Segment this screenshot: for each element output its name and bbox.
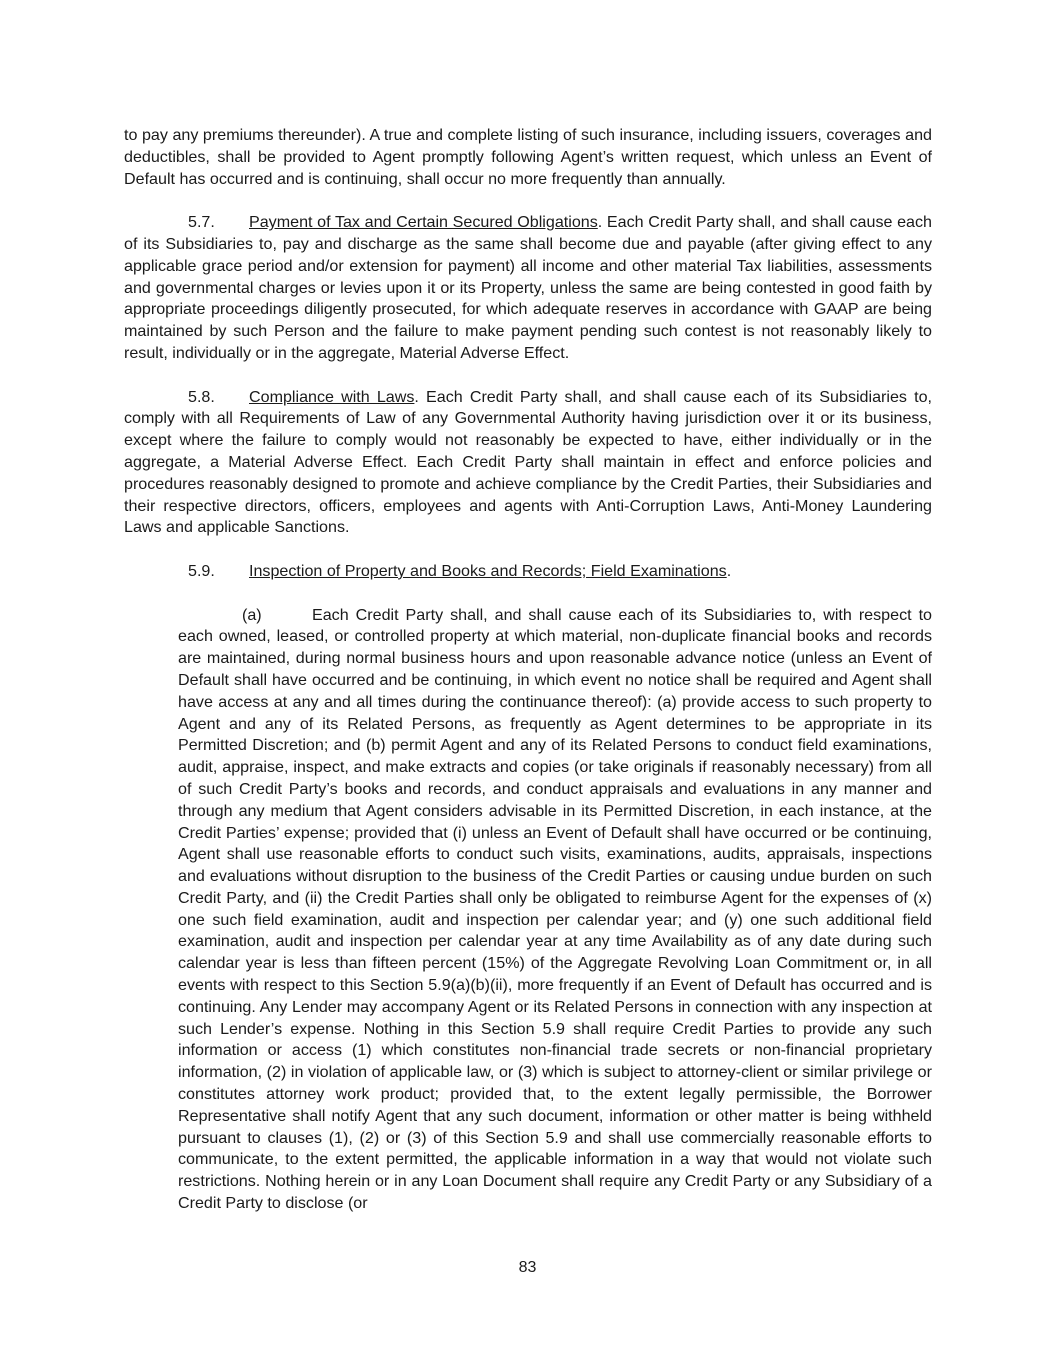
section-number: 5.8. — [188, 387, 215, 406]
section-number: 5.9. — [188, 561, 215, 580]
section-body: . Each Credit Party shall, and shall cause each of its Subsidiaries to, pay and discharge as the same shall become due and payable (after giving effect to any applicable grace period and/or extension for payment) all income and other material Tax liabilities, assessments and governmental charges or levies upon it or its Property, unless the same are being contested in good faith by appropriate proceedings diligently prosecuted, for which adequate reserves in accordance with GAAP are being maintained by such Person and the failure to make payment pending such contest is not reasonably likely to result, individually or in the aggregate, Material Adverse Effect. — [124, 213, 932, 362]
section-5-9-heading-line — [124, 561, 932, 583]
section-heading: Inspection of Property and Books and Records; Field Examinations — [249, 561, 727, 580]
subsection-body: Each Credit Party shall, and shall cause each of its Subsidiaries to, with respect to each owned, leased, or controlled property at which material, non-duplicate financial books and records are maintained, during normal business hours and upon reasonable advance notice (unless an Event of Default shall have occurred and be continuing, in which event no notice shall be required and Agent shall have access at any and all times during the continuance thereof): (a) provide access to such property to Agent and any of its Related Persons, as frequently as Agent determines to be appropriate in its Permitted Discretion; and (b) permit Agent and any of its Related Persons to conduct field examinations, audit, appraise, inspect, and make extracts and copies (or take originals if reasonably necessary) from all of such Credit Party’s books and records, and conduct appraisals and evaluations in any manner and through any medium that Agent considers advisable in its Permitted Discretion, in each instance, at the Credit Parties’ expense; provided that (i) unless an Event of Default shall have occurred or be continuing, Agent shall use reasonable efforts to conduct such visits, examinations, audits, appraisals, inspections and evaluations without disruption to the business of the Credit Parties or causing undue burden on such Credit Party, and (ii) the Credit Parties shall only be obligated to reimburse Agent for the expenses of (x) one such field examination, audit and inspection per calendar year; and (y) one such additional field examination, audit and inspection per calendar year at any time Availability as of any date during such calendar year is less than fifteen percent (15%) of the Aggregate Revolving Loan Commitment or, in all events with respect to this Section 5.9(a)(b)(ii), more frequently if an Event of Default has occurred and is continuing. Any Lender may accompany Agent or its Related Persons in connection with any inspection at such Lender’s expense. Nothing in this Section 5.9 shall require Credit Parties to provide any such information or access (1) which constitutes non-financial trade secrets or non-financial proprietary information, (2) in violation of applicable law, or (3) which is subject to attorney-client or similar privilege or constitutes attorney work product; provided that, to the extent legally permissible, the Borrower Representative shall notify Agent that any such document, information or other matter is being withheld pursuant to clauses (1), (2) or (3) of this Section 5.9 and shall use commercially reasonable efforts to communicate, to the extent permitted, the applicable information in a way that would not violate such restrictions. Nothing herein or in any Loan Document shall require any Credit Party or any Subsidiary of a Credit Party to disclose (or — [178, 605, 932, 1213]
section-body: . Each Credit Party shall, and shall cause each of its Subsidiaries to, comply with all Requirements of Law of any Governmental Authority having jurisdiction over it or its business, except where the failure to comply would not reasonably be expected to have, either individually or in the aggregate, a Material Adverse Effect. Each Credit Party shall maintain in effect and enforce policies and procedures reasonably designed to promote and achieve compliance by the Credit Parties, their Subsidiaries and their respective directors, officers, employees and agents with Anti-Corruption Laws, Anti-Money Laundering Laws and applicable Sanctions. — [124, 387, 932, 537]
subsection-label: (a) — [242, 605, 262, 624]
section-5-7 — [124, 212, 932, 365]
section-heading: Payment of Tax and Certain Secured Obligations — [249, 213, 598, 232]
continuation-paragraph: to pay any premiums thereunder). A true and complete listing of such insurance, including issuers, coverages and deductibles, shall be provided to Agent promptly following Agent’s written request, which unless an Event of Default has occurred and is continuing, shall occur no more frequently than annually. — [124, 126, 932, 188]
section-number: 5.7. — [188, 213, 215, 232]
document-page — [124, 125, 932, 1215]
section-heading-end: . — [726, 561, 732, 580]
page-number: 83 — [518, 1259, 537, 1276]
section-5-9-a — [178, 605, 932, 1215]
section-heading: Compliance with Laws — [249, 387, 415, 406]
section-5-8 — [124, 387, 932, 540]
